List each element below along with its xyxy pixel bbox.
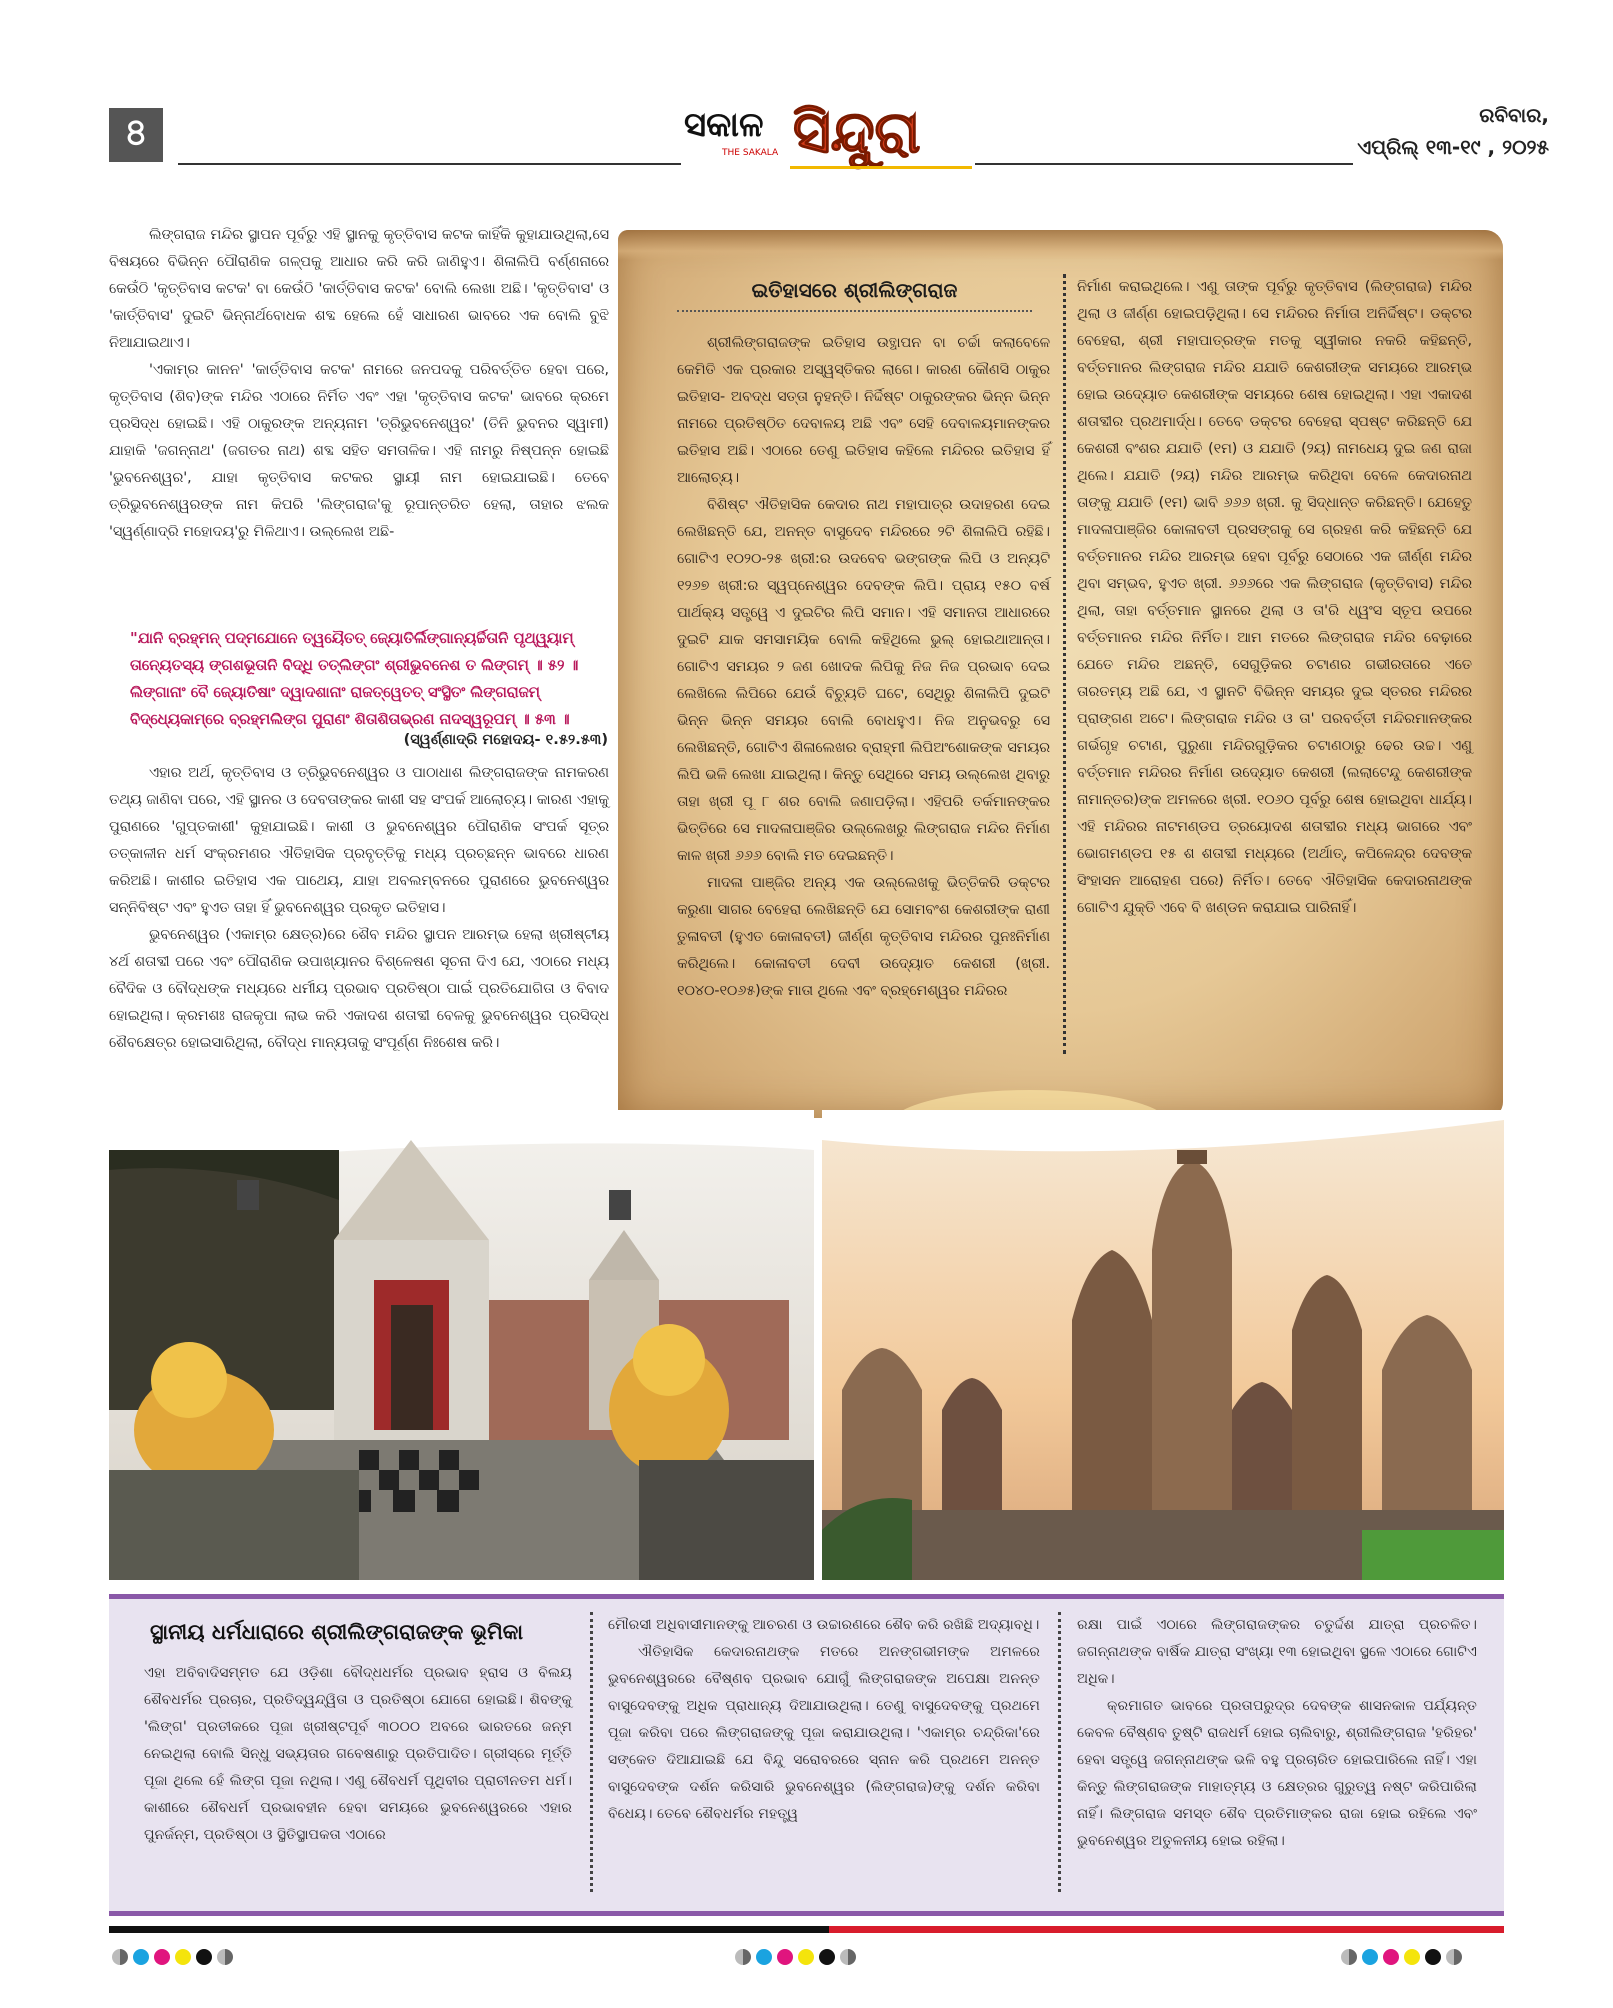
- half-tone-icon: [112, 1949, 128, 1965]
- half-tone-icon: [1446, 1949, 1462, 1965]
- registration-marks-center: [735, 1948, 856, 1966]
- half-tone-icon: [1341, 1949, 1357, 1965]
- verse-citation: (ସ୍ୱର୍ଣ୍ଣାଦ୍ରି ମହୋଦୟ- ୧.୫୨.୫୩): [403, 731, 608, 748]
- left-paragraph: ଏହାର ଅର୍ଥ, କୃତ୍ତିବାସ ଓ ତ୍ରିଭୁବନେଶ୍ୱର ଓ ପାଠାଧାଶ ଲିଙ୍ଗରାଜଙ୍କ ନାମକରଣ ତଥ୍ୟ ଜାଣିବା ପରେ, ଏହି ସ୍ଥାନର ଓ ଦେବତାଙ୍କର କାଶୀ ସହ ସଂପର୍କ ଆଲୋଚ୍ୟ। କାରଣ ଏହାକୁ ପୁରାଣରେ 'ଗୁପ୍ତକାଶୀ' କୁହାଯାଇଛି। କାଶୀ ଓ ଭୁବନେଶ୍ୱର ପୌରାଣିକ ସଂପର୍କ ସୂତ୍ର ତତ୍କାଳୀନ ଧର୍ମ ସଂକ୍ରମଣର ଐତିହାସିକ ପ୍ରବୃତ୍ତିକୁ ମଧ୍ୟ ପ୍ରଚ୍ଛନ୍ନ ଭାବରେ ଧାରଣ କରିଅଛି। କାଶୀର ଇତିହାସ ଏକ ପାଥେୟ, ଯାହା ଅବଲମ୍ବନରେ ପୁରାଣରେ ଭୁବନେଶ୍ୱର ସନ୍ନିବିଷ୍ଟ ଏବଂ ହୁଏତ ତାହା ହିଁ ଭୁବନେଶ୍ୱର ପ୍ରକୃତ ଇତିହାସ।: [109, 765, 609, 916]
- bottom-box-column-3: [1077, 1612, 1477, 1855]
- magenta-dot-icon: [154, 1949, 170, 1965]
- yellow-dot-icon: [798, 1949, 814, 1965]
- masthead-underline: [790, 166, 972, 169]
- page-number: ৪: [109, 108, 163, 162]
- left-paragraph: ଲିଙ୍ଗରାଜ ମନ୍ଦିର ସ୍ଥାପନ ପୂର୍ବରୁ ଏହି ସ୍ଥାନକୁ କୃତ୍ତିବାସ କଟକ କାହିଁକି କୁହାଯାଉଥିଲା,ସେ ବିଷୟରେ ବିଭିନ୍ନ ପୌରାଣିକ ଗଳ୍ପକୁ ଆଧାର କରି କରି ଜାଣିହୁଏ। ଶିଳାଲିପି ବର୍ଣ୍ଣନାରେ କେଉଁଠି 'କୃତ୍ତିବାସ କଟକ' ବା କେଉଁଠି 'କାର୍ତ୍ତିବାସ କଟକ' ବୋଲି ଲେଖା ଅଛି। 'କୃତ୍ତିବାସ' ଓ 'କାର୍ତ୍ତିବାସ' ଦୁଇଟି ଭିନ୍ନାର୍ଥବୋଧକ ଶବ୍ଦ ହେଲେ ହେଁ ସାଧାରଣ ଭାବରେ ଏକ ବୋଲି ବୁଝି ନିଆଯାଇଥାଏ।: [109, 227, 609, 351]
- bottom-box-column-2: [608, 1612, 1040, 1828]
- parchment-scroll-edge: [618, 230, 1503, 260]
- half-tone-icon: [735, 1949, 751, 1965]
- cyan-dot-icon: [1362, 1949, 1378, 1965]
- parchment-column-divider: [1063, 274, 1066, 1054]
- parchment-title: ଇତିହାସରେ ଶ୍ରୀଲିଙ୍ଗରାଜ: [677, 278, 1032, 312]
- yellow-dot-icon: [175, 1949, 191, 1965]
- parchment-paragraph: ଶ୍ରୀଲିଙ୍ଗରାଜଙ୍କ ଇତିହାସ ଉତ୍ଥାପନ ବା ଚର୍ଚ୍ଚା କଲାବେଳେ କେମିତି ଏକ ପ୍ରକାର ଅସ୍ୱସ୍ତିକର ଲାଗେ। କାରଣ କୌଣସି ଠାକୁର ଇତିହାସ- ଅବଦ୍ଧ ସତ୍ତା ନୁହନ୍ତି। ନିର୍ଦ୍ଦିଷ୍ଟ ଠାକୁରଙ୍କର ଭିନ୍ନ ଭିନ୍ନ ନାମରେ ପ୍ରତିଷ୍ଠିତ ଦେବାଳୟ ଅଛି ଏବଂ ସେହି ଦେବାଳୟମାନଙ୍କର ଇତିହାସ ଅଛି। ଏଠାରେ ତେଣୁ ଇତିହାସ କହିଲେ ମନ୍ଦିରର ଇତିହାସ ହିଁ ଆଲୋଚ୍ୟ।: [677, 335, 1050, 486]
- bottom-column-divider: [1058, 1612, 1061, 1892]
- left-paragraph: 'ଏକାମ୍ର କାନନ' 'କାର୍ତ୍ତିବାସ କଟକ' ନାମରେ ଜନପଦକୁ ପରିବର୍ତ୍ତିତ ହେବା ପରେ, କୃତ୍ତିବାସ (ଶିବ)ଙ୍କ ମନ୍ଦିର ଏଠାରେ ନିର୍ମିତ ଏବଂ ଏହା 'କୃତ୍ତିବାସ କଟକ' ଭାବରେ କ୍ରମେ ପ୍ରସିଦ୍ଧ ହୋଇଛି। ଏହି ଠାକୁରଙ୍କ ଅନ୍ୟନାମ 'ତ୍ରିଭୁବନେଶ୍ୱର' (ତିନି ଭୁବନର ସ୍ୱାମୀ) ଯାହାକି 'ଜଗନ୍ନାଥ' (ଜଗତର ନାଥ) ଶବ୍ଦ ସହିତ ସମତାଳିକ। ଏହି ନାମରୁ ନିଷ୍ପନ୍ନ ହୋଇଛି 'ଭୁବନେଶ୍ୱର', ଯାହା କୃତ୍ତିବାସ କଟକର ସ୍ଥାୟୀ ନାମ ହୋଇଯାଇଛି। ତେବେ ତ୍ରିଭୁବନେଶ୍ୱରଙ୍କ ନାମ କିପରି 'ଲିଙ୍ଗରାଜ'କୁ ରୂପାନ୍ତରିତ ହେଲା, ତାହାର ଝଲକ 'ସ୍ୱର୍ଣ୍ଣାଦ୍ରି ମହୋଦୟ'ରୁ ମିଳିଥାଏ। ଉଲ୍ଲେଖ ଅଛି-: [109, 362, 609, 540]
- half-tone-icon: [217, 1949, 233, 1965]
- bottom-paragraph: ଐତିହାସିକ କେଦାରନାଥଙ୍କ ମତରେ ଅନଙ୍ଗଭୀମଙ୍କ ଅମଳରେ ଭୁବନେଶ୍ୱରରେ ବୈଷ୍ଣବ ପ୍ରଭାବ ଯୋଗୁଁ ଲିଙ୍ଗରାଜଙ୍କ ଅପେକ୍ଷା ଅନନ୍ତ ବାସୁଦେବଙ୍କୁ ଅଧିକ ପ୍ରାଧାନ୍ୟ ଦିଆଯାଉଥିଲା। ତେଣୁ ବାସୁଦେବଙ୍କୁ ପ୍ରଥମେ ପୂଜା କରିବା ପରେ ଲିଙ୍ଗରାଜଙ୍କୁ ପୂଜା କରାଯାଉଥିଲା। 'ଏକାମ୍ର ଚନ୍ଦ୍ରିକା'ରେ ସଙ୍କେତ ଦିଆଯାଇଛି ଯେ ବିନ୍ଦୁ ସରୋବରରେ ସ୍ନାନ କରି ପ୍ରଥମେ ଅନନ୍ତ ବାସୁଦେବଙ୍କ ଦର୍ଶନ କରିସାରି ଭୁବନେଶ୍ୱର (ଲିଙ୍ଗରାଜ)ଙ୍କୁ ଦର୍ଶନ କରିବା ବିଧେୟ। ତେବେ ଶୈବଧର୍ମର ମହତ୍ତ୍ୱ: [608, 1644, 1040, 1822]
- parchment-paragraph: ନିର୍ମାଣ କରାଇଥିଲେ। ଏଣୁ ତାଙ୍କ ପୂର୍ବରୁ କୃତ୍ତିବାସ (ଲିଙ୍ଗରାଜ) ମନ୍ଦିର ଥିଲା ଓ ଜୀର୍ଣ୍ଣ ହୋଇପଡ଼ିଥିଲା। ସେ ମନ୍ଦିରର ନିର୍ମାତା ଅନିର୍ଦ୍ଦିଷ୍ଟ। ଡକ୍ଟର ବେହେରା, ଶ୍ରୀ ମହାପାତ୍ରଙ୍କ ମତକୁ ସ୍ୱୀକାର ନକରି କହିଛନ୍ତି, ବର୍ତ୍ତମାନର ଲିଙ୍ଗରାଜ ମନ୍ଦିର ଯଯାତି କେଶରୀଙ୍କ ସମୟରେ ଆରମ୍ଭ ହୋଇ ଉଦ୍ୟୋତ କେଶରୀଙ୍କ ସମୟରେ ଶେଷ ହୋଇଥିଲା। ଏହା ଏକାଦଶ ଶତାବ୍ଦୀର ପ୍ରଥମାର୍ଦ୍ଧ। ତେବେ ଡକ୍ଟର ବେହେରା ସ୍ପଷ୍ଟ କରିଛନ୍ତି ଯେ କେଶରୀ ବଂଶର ଯଯାତି (୧ମ) ଓ ଯଯାତି (୨ୟ) ନାମଧେୟ ଦୁଇ ଜଣ ରାଜା ଥିଲେ। ଯଯାତି (୨ୟ) ମନ୍ଦିର ଆରମ୍ଭ କରିଥିବା ବେଳେ କେଦାରନାଥ ତାଙ୍କୁ ଯଯାତି (୧ମ) ଭାବି ୬୬୬ ଖ୍ରୀ. କୁ ସିଦ୍ଧାନ୍ତ କରିଛନ୍ତି। ଯେହେତୁ ମାଦଳାପାଞ୍ଜିର କୋଳାବତୀ ପ୍ରସଙ୍ଗକୁ ସେ ଗ୍ରହଣ କରି କହିଛନ୍ତି ଯେ ବର୍ତ୍ତମାନର ମନ୍ଦିର ଆରମ୍ଭ ହେବା ପୂର୍ବରୁ ସେଠାରେ ଏକ ଜୀର୍ଣ୍ଣ ମନ୍ଦିର ଥିବା ସମ୍ଭବ, ହୁଏତ ଖ୍ରୀ. ୬୬୬ରେ ଏକ ଲିଙ୍ଗରାଜ (କୃତ୍ତିବାସ) ମନ୍ଦିର ଥିଲା, ତାହା ବର୍ତ୍ତମାନ ସ୍ଥାନରେ ଥିଲା ଓ ତା'ରି ଧ୍ୱଂସ ସ୍ତୂପ ଉପରେ ବର୍ତ୍ତମାନର ମନ୍ଦିର ନିର୍ମିତ। ଆମ ମତରେ ଲିଙ୍ଗରାଜ ମନ୍ଦିର ବେଢ଼ାରେ ଯେତେ ମନ୍ଦିର ଅଛନ୍ତି, ସେଗୁଡ଼ିକର ଚଟାଣର ଗଭୀରତାରେ ଏତେ ତାରତମ୍ୟ ଅଛି ଯେ, ଏ ସ୍ଥାନଟି ବିଭିନ୍ନ ସମୟର ଦୁଇ ସ୍ତରର ମନ୍ଦିରର ପ୍ରାଙ୍ଗଣ ଅଟେ। ଲିଙ୍ଗରାଜ ମନ୍ଦିର ଓ ତା' ପରବର୍ତ୍ତୀ ମନ୍ଦିରମାନଙ୍କର ଗର୍ଭଗୃହ ଚଟାଣ, ପୁରୁଣା ମନ୍ଦିରଗୁଡ଼ିକର ଚଟାଣଠାରୁ ଢେର ଉଚ୍ଚ। ଏଣୁ ବର୍ତ୍ତମାନ ମନ୍ଦିରର ନିର୍ମାଣ ଉଦ୍ୟୋତ କେଶରୀ (ଲଲାଟେନ୍ଦୁ କେଶରୀଙ୍କ ନାମାନ୍ତର)ଙ୍କ ଅମଳରେ ଖ୍ରୀ. ୧୦୬୦ ପୂର୍ବରୁ ଶେଷ ହୋଇଥିବା ଧାର୍ଯ୍ୟ। ଏହି ମନ୍ଦିରର ନାଟମଣ୍ଡପ ତ୍ରୟୋଦଶ ଶତାବ୍ଦୀର ମଧ୍ୟ ଭାଗରେ ଏବଂ ଭୋଗମଣ୍ଡପ ୧୫ ଶ ଶତାବ୍ଦୀ ମଧ୍ୟରେ (ଅର୍ଥାତ୍, କପିଳେନ୍ଦ୍ର ଦେବଙ୍କ ସିଂହାସନ ଆରୋହଣ ପରେ) ନିର୍ମିତ। ତେବେ ଐତିହାସିକ କେଦାରନାଥଙ୍କ ଗୋଟିଏ ଯୁକ୍ତି ଏବେ ବି ଖଣ୍ଡନ କରାଯାଇ ପାରିନାହିଁ।: [1077, 279, 1472, 916]
- parchment-paragraph: ବିଶିଷ୍ଟ ଐତିହାସିକ କେଦାର ନାଥ ମହାପାତ୍ର ଉଦାହରଣ ଦେଇ ଲେଖିଛନ୍ତି ଯେ, ଅନନ୍ତ ବାସୁଦେବ ମନ୍ଦିରରେ ୨ଟି ଶିଳାଲିପି ରହିଛି। ଗୋଟିଏ ୧୦୨୦-୨୫ ଖ୍ରୀ:ର ଉଦବେବ ଭଙ୍ଗଙ୍କ ଲିପି ଓ ଅନ୍ୟଟି ୧୨୬୭ ଖ୍ରୀ:ର ସ୍ୱପ୍ନେଶ୍ୱର ଦେବଙ୍କ ଲିପି। ପ୍ରାୟ ୧୫୦ ବର୍ଷ ପାର୍ଥକ୍ୟ ସତ୍ତ୍ୱେ ଏ ଦୁଇଟିର ଲିପି ସମାନ। ଏହି ସମାନତା ଆଧାରରେ ଦୁଇଟି ଯାକ ସମସାମୟିକ ବୋଲି କହିଥିଲେ ଭୁଲ୍ ହୋଇଥାଆନ୍ତା। ଗୋଟିଏ ସମୟର ୨ ଜଣ ଖୋଦକ ଲିପିକୁ ନିଜ ନିଜ ପ୍ରଭାବ ଦେଇ ଲେଖିଲେ ଲିପିରେ ଯେଉଁ ବିଚ୍ୟୁତି ଘଟେ, ସେଥିରୁ ଶିଳାଲିପି ଦୁଇଟି ଭିନ୍ନ ଭିନ୍ନ ସମୟର ବୋଲି ବୋଧହୁଏ। ନିଜ ଅନୁଭବରୁ ସେ ଲେଖିଛନ୍ତି, ଗୋଟିଏ ଶିଳାଲେଖର ବ୍ରାହ୍ମୀ ଲିପିଅଂଶୋକଙ୍କ ସମୟର ଲିପି ଭଳି ଲେଖା ଯାଇଥିଲା। କିନ୍ତୁ ସେଥିରେ ସମୟ ଉଲ୍ଲେଖ ଥିବାରୁ ତାହା ଖ୍ରୀ ପୂ ୮ ଶର ବୋଲି ଜଣାପଡ଼ିଲା। ଏହିପରି ତର୍କମାନଙ୍କର ଭିତ୍ତିରେ ସେ ମାଦଳାପାଞ୍ଜିର ଉଲ୍ଲେଖରୁ ଲିଙ୍ଗରାଜ ମନ୍ଦିର ନିର୍ମାଣ କାଳ ଖ୍ରୀ ୬୬୬ ବୋଲି ମତ ଦେଇଛନ୍ତି।: [677, 497, 1050, 864]
- masthead-sakal-logo: ସକାଳ: [684, 105, 764, 145]
- black-dot-icon: [1425, 1949, 1441, 1965]
- lingaraj-temple-complex-photo: [822, 1110, 1504, 1580]
- left-article-column-continued: [109, 760, 609, 1057]
- registration-marks-left: [112, 1948, 233, 1966]
- bottom-paragraph: କ୍ରମାଗତ ଭାବରେ ପ୍ରତାପରୁଦ୍ର ଦେବଙ୍କ ଶାସନକାଳ ପର୍ଯ୍ୟନ୍ତ କେବଳ ବୈଷ୍ଣବ ତୁଷ୍ଟି ରାଜଧର୍ମ ହୋଇ ଚାଲିବାରୁ, ଶ୍ରୀଲିଙ୍ଗରାଜ 'ହରିହର' ହେବା ସତ୍ତ୍ୱେ ଜଗନ୍ନାଥଙ୍କ ଭଳି ବହୁ ପ୍ରଚାରିତ ହୋଇପାରିଲେ ନାହିଁ। ଏହା କିନ୍ତୁ ଲିଙ୍ଗରାଜଙ୍କ ମାହାତ୍ମ୍ୟ ଓ କ୍ଷେତ୍ରର ଗୁରୁତ୍ୱ ନଷ୍ଟ କରିପାରିଲା ନାହିଁ। ଲିଙ୍ଗରାଜ ସମସ୍ତ ଶୈବ ପ୍ରତିମାଙ୍କର ରାଜା ହୋଇ ରହିଲେ ଏବଂ ଭୁବନେଶ୍ୱର ଅତୁଳନୀୟ ହୋଇ ରହିଲା।: [1077, 1698, 1477, 1849]
- left-article-column: [109, 222, 609, 546]
- bottom-box-title: ସ୍ଥାନୀୟ ଧର୍ମଧାରାରେ ଶ୍ରୀଲିଙ୍ଗରାଜଙ୍କ ଭୂମିକା: [150, 1620, 524, 1644]
- cyan-dot-icon: [133, 1949, 149, 1965]
- black-dot-icon: [196, 1949, 212, 1965]
- bottom-column-divider: [590, 1612, 593, 1892]
- black-dot-icon: [819, 1949, 835, 1965]
- parchment-column-2: [1077, 274, 1472, 922]
- half-tone-icon: [840, 1949, 856, 1965]
- magenta-dot-icon: [1383, 1949, 1399, 1965]
- parchment-column-1: [677, 330, 1050, 1005]
- sanskrit-verse: "ଯାନି ବ୍ରହ୍ମନ୍ ପଦ୍ମଯୋନେ ତ୍ୱୟୈତତ୍ ଜ୍ୟୋତିର୍ଲିଙ୍ଗାନ୍ୟର୍ଚ୍ଚିତାନି ପୃଥ୍ୱ୍ୟାମ୍ ତାନ୍ୟେତସ୍ୟ ଙ୍ଗଶଭୂତାନି ବିଦ୍ଧି ତତ୍ଲିଙ୍ଗଂ ଶ୍ରୀଭୁବନେଶ ତ ଲିଙ୍ଗମ୍ ॥ ୫୨ ॥ ଲିଙ୍ଗାନାଂ ବୈ ଜ୍ୟୋତିଷାଂ ଦ୍ୱାଦଶାନାଂ ରାଜତ୍ୱେତତ୍ ସଂସ୍ଥିତଂ ଲିଙ୍ଗରାଜମ୍ ବିଦ୍ଧ୍ୟେକାମ୍ରେ ବ୍ରହ୍ମଲିଙ୍ଗ ପୁରାଣଂ ଶିତାଶିତାଭ୍ରଣ ନାଦସ୍ୱରୂପମ୍ ॥ ୫୩ ॥: [130, 630, 579, 728]
- bottom-box-column-1: [144, 1660, 572, 1849]
- header-date: ଏପ୍ରିଲ୍ ୧୩-୧୯ , ୨୦୨୫: [1357, 135, 1549, 159]
- registration-marks-right: [1341, 1948, 1462, 1966]
- bottom-paragraph: ରକ୍ଷା ପାଇଁ ଏଠାରେ ଲିଙ୍ଗରାଜଙ୍କର ଚତୁର୍ଦ୍ଦଶ ଯାତ୍ରା ପ୍ରଚଳିତ। ଜଗନ୍ନାଥଙ୍କ ବାର୍ଷିକ ଯାତ୍ରା ସଂଖ୍ୟା ୧୩ ହୋଇଥିବା ସ୍ଥଳେ ଏଠାରେ ଗୋଟିଏ ଅଧିକ।: [1077, 1617, 1477, 1687]
- header-day: ରବିବାର,: [1479, 103, 1549, 127]
- footer-bar-red: [829, 1926, 1504, 1933]
- left-paragraph: ଭୁବନେଶ୍ୱର (ଏକାମ୍ର କ୍ଷେତ୍ର)ରେ ଶୈବ ମନ୍ଦିର ସ୍ଥାପନ ଆରମ୍ଭ ହେଲା ଖ୍ରୀଷ୍ଟୀୟ ୪ର୍ଥ ଶତାବ୍ଦୀ ପରେ ଏବଂ ପୌରାଣିକ ଉପାଖ୍ୟାନର ବିଶ୍ଳେଷଣ ସୂଚନା ଦିଏ ଯେ, ଏଠାରେ ମଧ୍ୟ ବୈଦିକ ଓ ବୌଦ୍ଧଙ୍କ ମଧ୍ୟରେ ଧର୍ମୀୟ ପ୍ରଭାବ ପ୍ରତିଷ୍ଠା ପାଇଁ ପ୍ରତିଯୋଗିତା ଓ ବିବାଦ ହୋଇଥିଲା। କ୍ରମଶଃ ରାଜକୃପା ଲାଭ କରି ଏକାଦଶ ଶତାବ୍ଦୀ ବେଳକୁ ଭୁବନେଶ୍ୱର ପ୍ରସିଦ୍ଧ ଶୈବକ୍ଷେତ୍ର ହୋଇସାରିଥିଲା, ବୌଦ୍ଧ ମାନ୍ୟତାକୁ ସଂପୂର୍ଣ୍ଣ ନିଃଶେଷ କରି।: [109, 927, 609, 1051]
- bottom-paragraph: ମୌରସୀ ଅଧିବାସୀମାନଙ୍କୁ ଆଚରଣ ଓ ଉଚ୍ଚାରଣରେ ଶୈବ କରି ରଖିଛି ଅଦ୍ୟାବଧି।: [608, 1617, 1040, 1633]
- temple-gate-photo: [109, 1110, 814, 1580]
- parchment-paragraph: ମାଦଳା ପାଞ୍ଜିର ଅନ୍ୟ ଏକ ଉଲ୍ଲେଖକୁ ଭିତ୍ତିକରି ଡକ୍ଟର କରୁଣା ସାଗର ବେହେରା ଲେଖିଛନ୍ତି ଯେ ସୋମବଂଶ କେଶରୀଙ୍କ ରାଣୀ ତୁଳାବତୀ (ହୁଏତ କୋଳାବତୀ) ଜୀର୍ଣ୍ଣ କୃତ୍ତିବାସ ମନ୍ଦିରର ପୁନଃନିର୍ମାଣ କରିଥିଲେ। କୋଳାବତୀ ଦେବୀ ଉଦ୍ୟୋତ କେଶରୀ (ଖ୍ରୀ. ୧୦୪୦-୧୦୬୫)ଙ୍କ ମାତା ଥିଲେ ଏବଂ ବ୍ରହ୍ମେଶ୍ୱର ମନ୍ଦିରର: [677, 875, 1050, 999]
- cyan-dot-icon: [756, 1949, 772, 1965]
- header-rule-left: [178, 163, 681, 165]
- bottom-paragraph: ଏହା ଅବିବାଦିସମ୍ମତ ଯେ ଓଡ଼ିଶା ବୌଦ୍ଧଧର୍ମର ପ୍ରଭାବ ହ୍ରାସ ଓ ବିଲୟ ଶୈବଧର୍ମର ପ୍ରଚାର, ପ୍ରତିଦ୍ୱନ୍ଦ୍ୱିତା ଓ ପ୍ରତିଷ୍ଠା ଯୋଗେ ହୋଇଛି। ଶିବଙ୍କୁ 'ଲିଙ୍ଗ' ପ୍ରତୀକରେ ପୂଜା ଖ୍ରୀଷ୍ଟପୂର୍ବ ୩୦୦୦ ଅବରେ ଭାରତରେ ଜନ୍ମ ନେଇଥିଲା ବୋଲି ସିନ୍ଧୁ ସଭ୍ୟତାର ଗବେଷଣାରୁ ପ୍ରତିପାଦିତ। ଗ୍ରୀସ୍‌ରେ ମୂର୍ତ୍ତି ପୂଜା ଥିଲେ ହେଁ ଲିଙ୍ଗ ପୂଜା ନଥିଲା। ଏଣୁ ଶୈବଧର୍ମ ପୃଥିବୀର ପ୍ରାଚୀନତମ ଧର୍ମ। କାଶୀରେ ଶୈବଧର୍ମ ପ୍ରଭାବହୀନ ହେବା ସମୟରେ ଭୁବନେଶ୍ୱରରେ ଏହାର ପୁନର୍ଜନ୍ମ, ପ୍ରତିଷ୍ଠା ଓ ସ୍ଥିତିସ୍ଥାପକତା ଏଠାରେ: [144, 1665, 572, 1843]
- masthead-sindura-logo: ସିନ୍ଦୁରା: [793, 98, 921, 166]
- yellow-dot-icon: [1404, 1949, 1420, 1965]
- footer-bar-black: [109, 1926, 829, 1933]
- magenta-dot-icon: [777, 1949, 793, 1965]
- masthead-sakal-subtitle: THE SAKALA: [722, 148, 779, 158]
- header-rule-right: [975, 163, 1353, 165]
